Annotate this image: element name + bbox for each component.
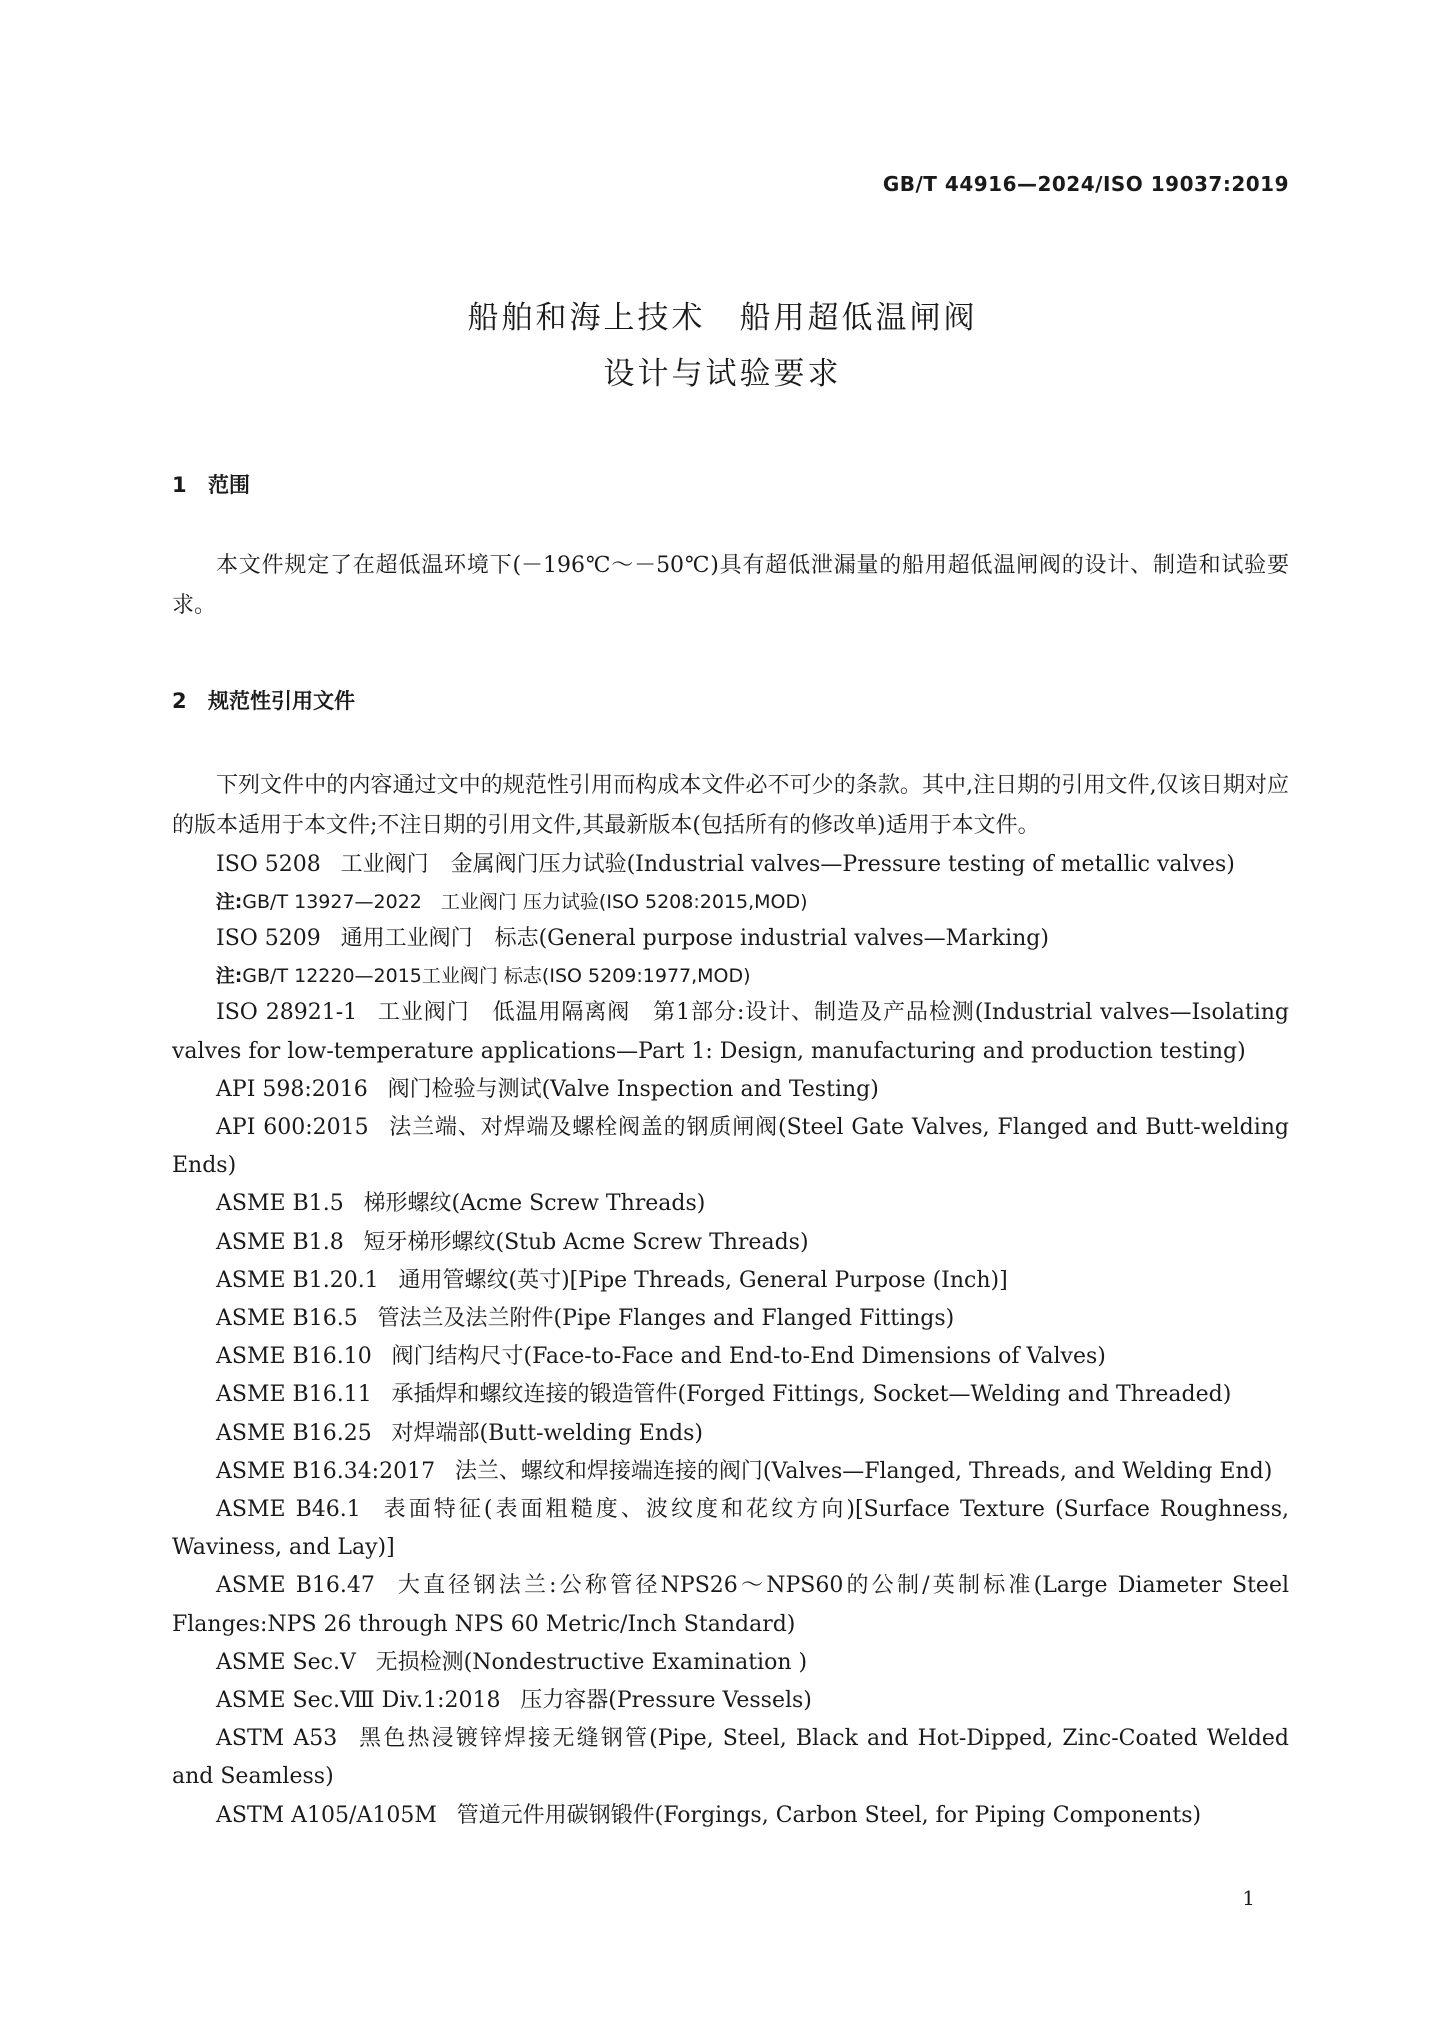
- note-label: 注:: [215, 891, 243, 914]
- section-1-heading: [172, 466, 1289, 504]
- reference-code: ISO 5209: [216, 926, 321, 952]
- section-number: 2: [172, 689, 187, 713]
- reference-title: 无损检测(Nondestructive Examination ): [375, 1649, 808, 1675]
- reference-item: [172, 1262, 1289, 1300]
- reference-code: ASME B16.25: [216, 1420, 372, 1446]
- reference-item: [172, 1720, 1289, 1796]
- reference-code: ASME B16.47: [216, 1573, 375, 1599]
- reference-code: ASTM A53: [216, 1726, 338, 1752]
- reference-item: [172, 1376, 1289, 1414]
- reference-item: [172, 1415, 1289, 1453]
- note-label: 注:: [215, 965, 243, 988]
- reference-item: [172, 1300, 1289, 1338]
- reference-item: [172, 1338, 1289, 1376]
- reference-title: 短牙梯形螺纹(Stub Acme Screw Threads): [363, 1229, 809, 1255]
- reference-item: [172, 1185, 1289, 1223]
- reference-title: 通用工业阀门 标志(General purpose industrial valves—Marking): [340, 926, 1049, 952]
- reference-note: [172, 884, 1289, 920]
- document-title: [0, 290, 1445, 402]
- reference-item: [172, 1567, 1289, 1643]
- reference-code: ASME B1.5: [216, 1191, 344, 1217]
- reference-title: 法兰端、对焊端及螺栓阀盖的钢质闸阀(Steel Gate Valves, Flanged and Butt-welding Ends): [172, 1115, 1289, 1179]
- reference-title: 对焊端部(Butt-welding Ends): [391, 1420, 703, 1446]
- reference-title: 阀门结构尺寸(Face-to-Face and End-to-End Dimensions of Valves): [391, 1344, 1106, 1370]
- reference-item: [172, 1491, 1289, 1567]
- reference-title: 管道元件用碳钢锻件(Forgings, Carbon Steel, for Piping Components): [456, 1802, 1202, 1828]
- reference-title: 通用管螺纹(英寸)[Pipe Threads, General Purpose (Inch)]: [398, 1267, 1008, 1293]
- reference-item: [172, 994, 1289, 1070]
- reference-item: [172, 1224, 1289, 1262]
- reference-title: 承插焊和螺纹连接的锻造管件(Forged Fittings, Socket—Welding and Threaded): [391, 1382, 1232, 1408]
- reference-note: [172, 958, 1289, 994]
- page-number: 1: [1242, 1886, 1255, 1910]
- reference-item: [172, 920, 1289, 958]
- reference-title: 大直径钢法兰:公称管径NPS26～NPS60的公制/英制标准(Large Diameter Steel Flanges:NPS 26 through NPS 60 Metric/Inch Standard): [172, 1573, 1290, 1637]
- section-title: 规范性引用文件: [208, 689, 355, 713]
- reference-item: [172, 1682, 1289, 1720]
- section-number: 1: [172, 473, 187, 497]
- reference-code: API 600:2015: [216, 1115, 369, 1141]
- scope-paragraph: 本文件规定了在超低温环境下(－196℃～－50℃)具有超低泄漏量的船用超低温闸阀的设计、制造和试验要求。: [172, 553, 1289, 618]
- reference-list: [172, 846, 1289, 1835]
- reference-item: [172, 1797, 1289, 1835]
- reference-code: ASTM A105/A105M: [216, 1802, 437, 1828]
- reference-code: ASME B46.1: [216, 1497, 361, 1523]
- reference-title: 表面特征(表面粗糙度、波纹度和花纹方向)[Surface Texture (Surface Roughness, Waviness, and Lay)]: [172, 1497, 1289, 1561]
- reference-code: API 598:2016: [216, 1076, 368, 1102]
- reference-title: 管法兰及法兰附件(Pipe Flanges and Flanged Fittings): [377, 1306, 955, 1332]
- reference-title: 压力容器(Pressure Vessels): [520, 1688, 812, 1714]
- reference-title: 工业阀门 金属阀门压力试验(Industrial valves—Pressure testing of metallic valves): [340, 852, 1235, 877]
- reference-code: ASME B1.8: [216, 1229, 344, 1255]
- reference-code: ASME Sec.Ⅴ: [216, 1649, 356, 1675]
- reference-title: 梯形螺纹(Acme Screw Threads): [363, 1191, 706, 1217]
- note-text: GB/T 12220—2015工业阀门 标志(ISO 5209:1977,MOD): [242, 965, 751, 988]
- reference-item: [172, 1071, 1289, 1109]
- title-line-1: 船舶和海上技术 船用超低温闸阀: [467, 300, 978, 336]
- reference-title: 法兰、螺纹和焊接端连接的阀门(Valves—Flanged, Threads, and Welding End): [454, 1458, 1273, 1484]
- reference-item: [172, 846, 1289, 884]
- reference-code: ISO 28921-1: [216, 1000, 358, 1026]
- reference-code: ASME B16.5: [216, 1306, 358, 1332]
- section-title: 范围: [208, 473, 250, 497]
- note-text: GB/T 13927—2022 工业阀门 压力试验(ISO 5208:2015,MOD): [242, 891, 808, 914]
- reference-title: 阀门检验与测试(Valve Inspection and Testing): [387, 1076, 879, 1102]
- reference-title: 黑色热浸镀锌焊接无缝钢管(Pipe, Steel, Black and Hot-Dipped, Zinc-Coated Welded and Seamless): [172, 1726, 1289, 1790]
- section-2-heading: [172, 682, 1289, 720]
- reference-code: ASME B16.11: [216, 1382, 372, 1408]
- references-intro: 下列文件中的内容通过文中的规范性引用而构成本文件必不可少的条款。其中,注日期的引用文件,仅该日期对应的版本适用于本文件;不注日期的引用文件,其最新版本(包括所有的修改单)适用于本文件。: [172, 773, 1289, 838]
- reference-code: ASME Sec.Ⅷ Div.1:2018: [216, 1688, 501, 1714]
- reference-title: 工业阀门 低温用隔离阀 第1部分:设计、制造及产品检测(Industrial valves—Isolating valves for low-temperature applications—Part 1: Design, manufacturing and production testing): [172, 1000, 1289, 1064]
- reference-code: ASME B1.20.1: [216, 1267, 379, 1293]
- title-line-2: 设计与试验要求: [603, 356, 842, 392]
- document-body: [172, 466, 1289, 1835]
- reference-code: ASME B16.10: [216, 1344, 372, 1370]
- reference-item: [172, 1644, 1289, 1682]
- reference-item: [172, 1453, 1289, 1491]
- reference-code: ISO 5208: [216, 852, 321, 877]
- reference-item: [172, 1109, 1289, 1185]
- standard-code: GB/T 44916—2024/ISO 19037:2019: [882, 172, 1289, 196]
- reference-code: ASME B16.34:2017: [216, 1458, 436, 1484]
